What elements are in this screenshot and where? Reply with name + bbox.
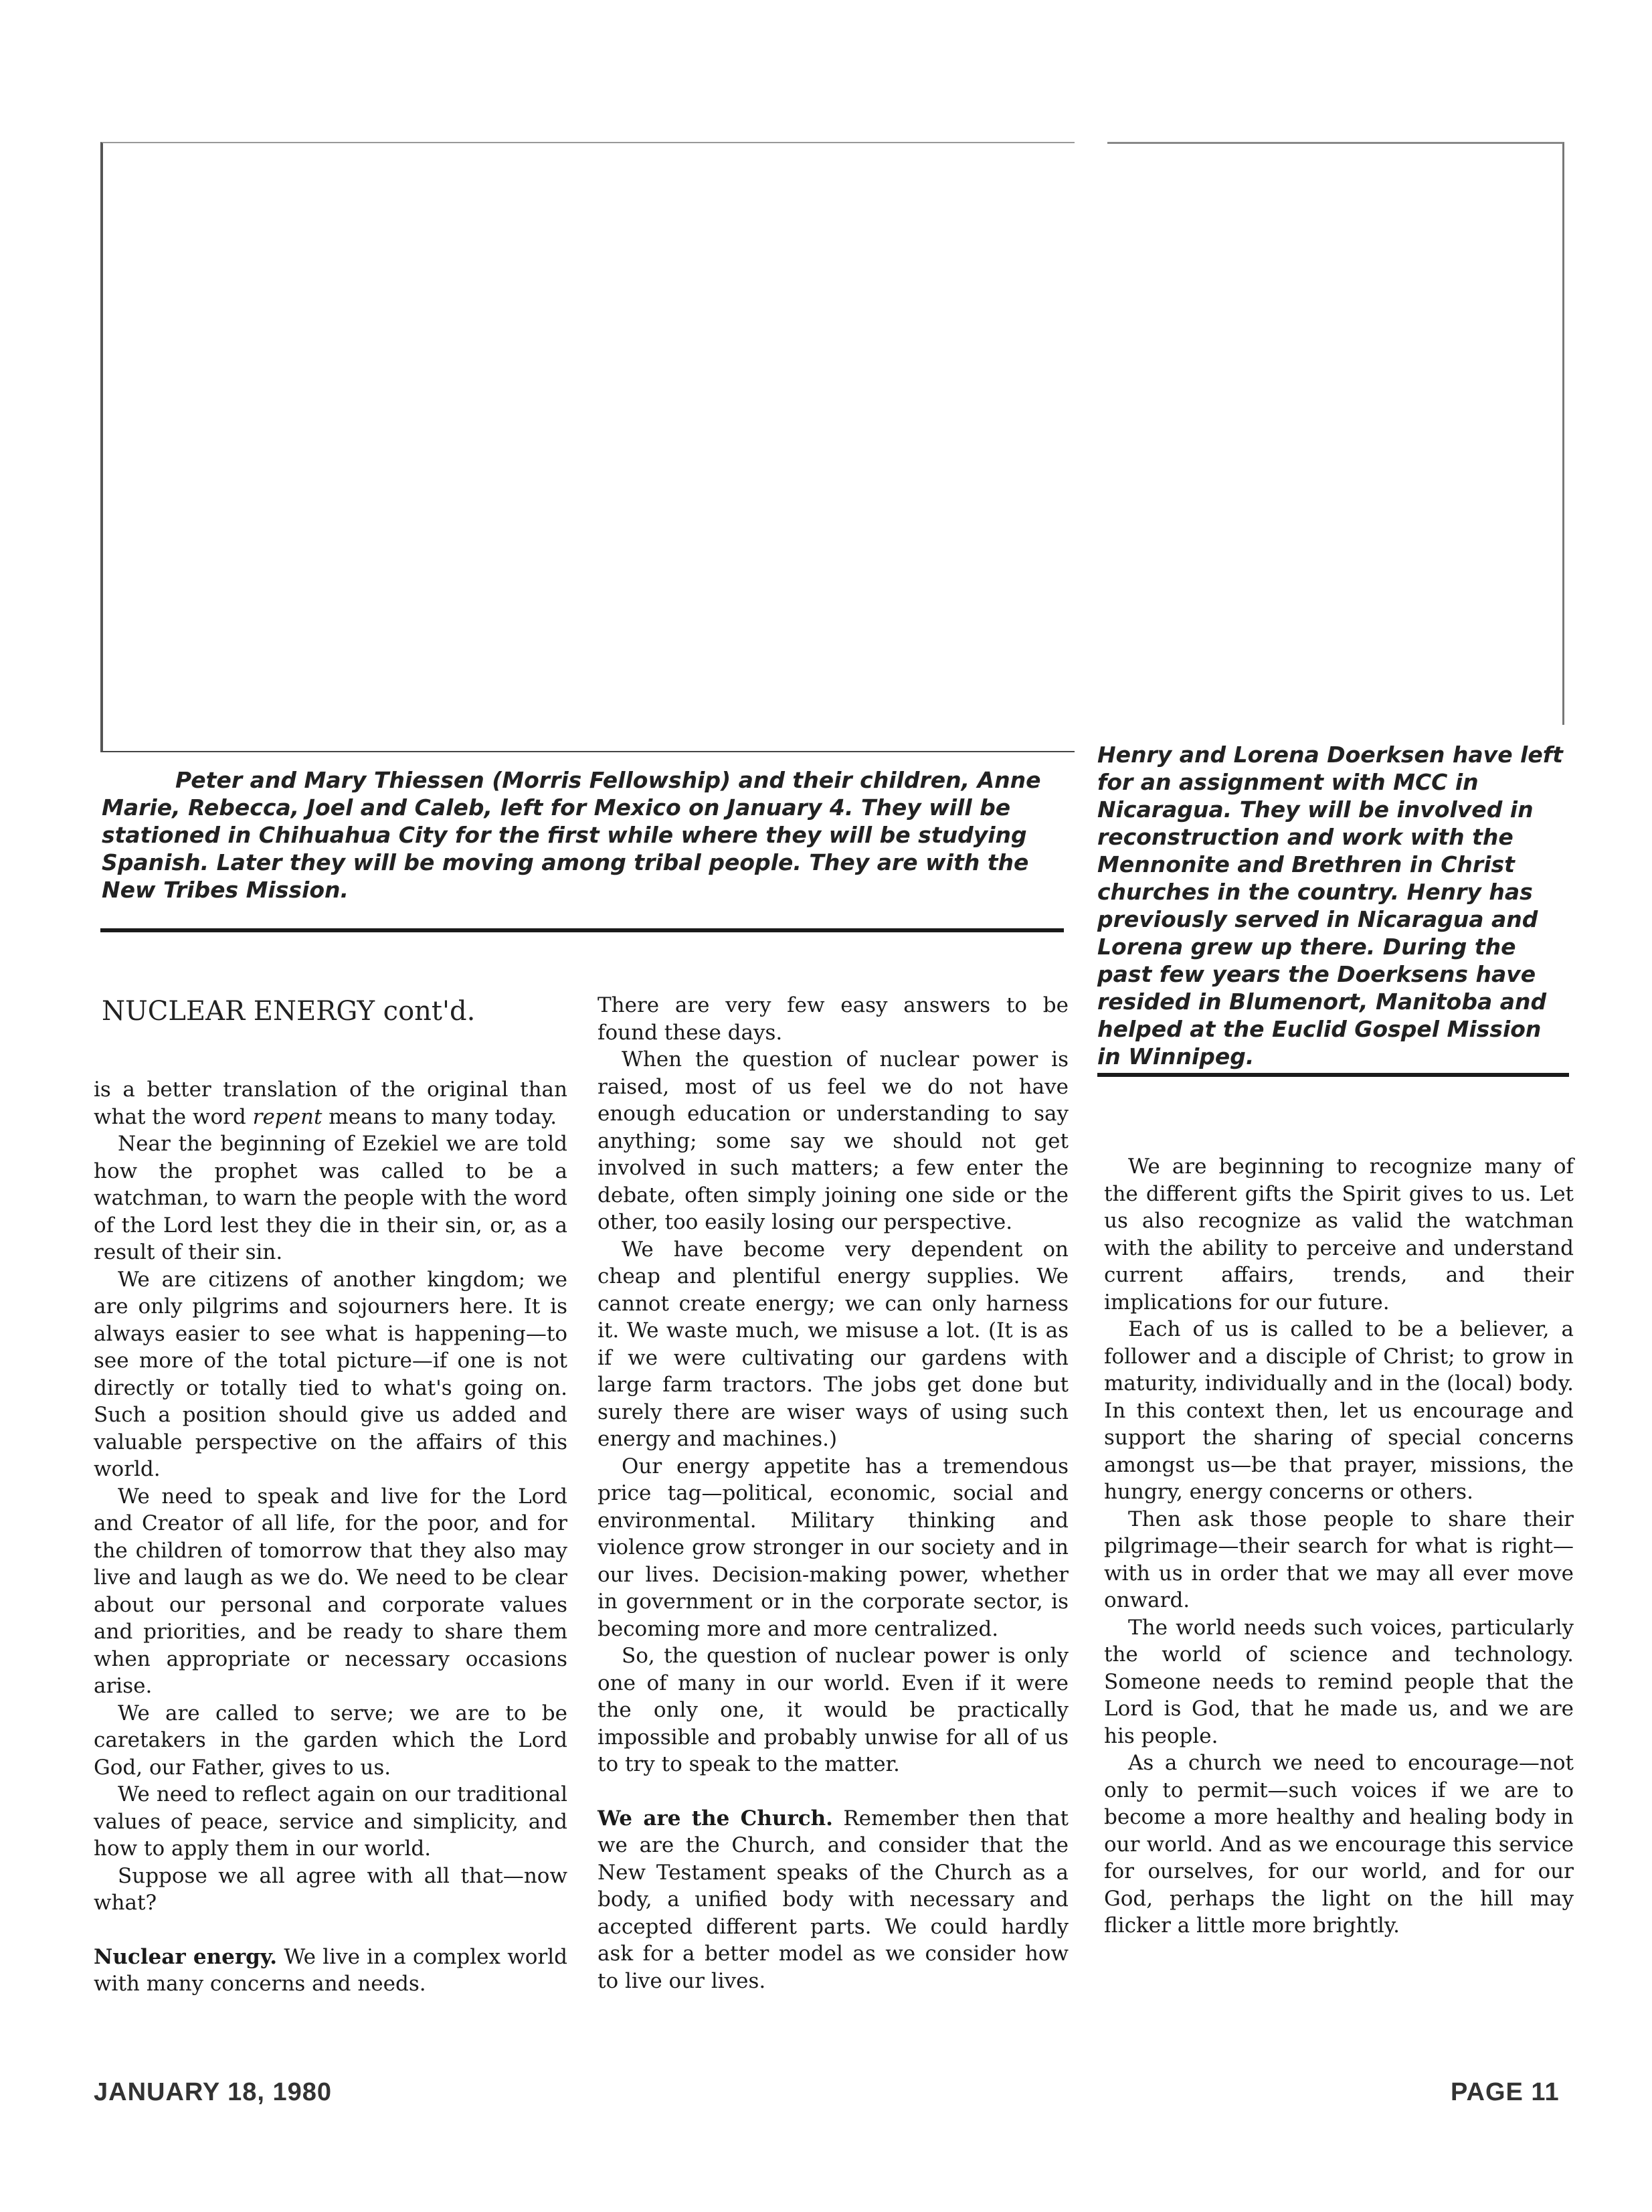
footer-page-number: PAGE 11	[1451, 2078, 1560, 2106]
paragraph: The world needs such voices, particularly the world of science and technology. Someone needs to remind people that the Lord is God, that he made us, and we are his people.	[1104, 1615, 1574, 1748]
paragraph-section-nuclear-energy: Nuclear energy. We live in a complex world with many concerns and needs.	[94, 1944, 568, 1996]
paragraph: There are very few easy answers to be found these days.	[598, 993, 1069, 1045]
section-lead: We are the Church.	[598, 1806, 833, 1831]
paragraph: Then ask those people to share their pilgrimage—their search for what is right—with us in order that we may all ever move onward.	[1104, 1507, 1574, 1612]
footer-date: JANUARY 18, 1980	[94, 2078, 333, 2106]
paragraph: Near the beginning of Ezekiel we are told how the prophet was called to be a watchman, to warn the people with the word of the Lord lest they die in their sin, or, as a result of their sin.	[94, 1132, 567, 1264]
paragraph-section-church: We are the Church. Remember then that we are the Church, and consider that the New Testament speaks of the Church as a body, a unified body with necessary and accepted different parts. We could hardly ask for a better model as we consider how to live our lives.	[598, 1806, 1069, 1993]
paragraph: Suppose we all agree with all that—now what?	[94, 1863, 567, 1915]
divider-rule	[100, 928, 1064, 932]
paragraph: So, the question of nuclear power is only one of many in our world. Even if it were the only one, it would be practically impossible and probably unwise for all of us to try to speak to the matter.	[598, 1644, 1069, 1776]
paragraph: We are citizens of another kingdom; we are only pilgrims and sojourners here. It is always easier to see what is happening—to see more of the total picture—if one is not directly or totally tied to what's going on. Such a position should give us added and valuable perspective on the affairs of this world.	[94, 1267, 567, 1481]
paragraph: is a better translation of the original than what the word repent means to many today.	[94, 1078, 567, 1129]
paragraph: We have become very dependent on cheap and plentiful energy supplies. We cannot create energy; we can only harness it. We waste much, we misuse a lot. (It is as if we were cultivating our gardens with large farm tractors. The jobs get done but surely there are wiser ways of using such energy and machines.)	[598, 1237, 1069, 1451]
section-lead: Nuclear energy.	[94, 1944, 278, 1969]
photo-caption-thiessen: Peter and Mary Thiessen (Morris Fellowship) and their children, Anne Marie, Rebecca, Joel and Caleb, left for Mexico on January 4. They will be stationed in Chihuahua City for the first while where they will be studying Spanish. Later they will be moving among tribal people. They are with the New Tribes Mission.	[102, 767, 1041, 903]
paragraph: As a church we need to encourage—not only to permit—such voices if we are to become a more healthy and healing body in our world. And as we encourage this service for ourselves, for our world, and for our God, perhaps the light on the hill may flicker a little more brightly.	[1104, 1751, 1574, 1938]
paragraph: We need to reflect again on our traditional values of peace, service and simplicity, and how to apply them in our world.	[94, 1782, 567, 1861]
photo-thiessen-family	[100, 142, 1075, 752]
article-headline: NUCLEAR ENERGY cont'd.	[102, 996, 476, 1027]
photo-caption-doerksen: Henry and Lorena Doerksen have left for an assignment with MCC in Nicaragua. They will be involved in reconstruction and work with the Mennonite and Brethren in Christ churches in the country. Henry has previously served in Nicaragua and Lorena grew up there. During the past few years the Doerksens have resided in Blumenort, Manitoba and helped at the Euclid Gospel Mission in Winnipeg.	[1097, 742, 1563, 1070]
article-column-1	[94, 1076, 567, 1998]
paragraph: Our energy appetite has a tremendous price tag—political, economic, social and environmental. Military thinking and violence grow stronger in our society and in our lives. Decision-making power, whether in government or in the corporate sector, is becoming more and more centralized.	[598, 1454, 1069, 1641]
article-column-2	[598, 992, 1069, 1994]
paragraph: When the question of nuclear power is raised, most of us feel we do not have enough education or understanding to say anything; some say we should not get involved in such matters; a few enter the debate, often simply joining one side or the other, too easily losing our perspective.	[598, 1047, 1069, 1234]
paragraph: We are beginning to recognize many of the different gifts the Spirit gives to us. Let us also recognize as valid the watchman with the ability to perceive and understand current affairs, trends, and their implications for our future.	[1104, 1155, 1574, 1314]
paragraph: We are called to serve; we are to be caretakers in the garden which the Lord God, our Father, gives to us.	[94, 1701, 567, 1780]
article-column-3	[1104, 1153, 1574, 1940]
paragraph: We need to speak and live for the Lord and Creator of all life, for the poor, and for the children of tomorrow that they also may live and laugh as we do. We need to be clear about our personal and corporate values and priorities, and be ready to share them when appropriate or necessary occasions arise.	[94, 1484, 567, 1698]
divider-rule	[1097, 1073, 1569, 1077]
photo-doerksen-couple	[1107, 142, 1564, 725]
paragraph: Each of us is called to be a believer, a follower and a disciple of Christ; to grow in maturity, individually and in the (local) body. In this context then, let us encourage and support the sharing of special concerns amongst us—be that prayer, missions, the hungry, energy concerns or others.	[1104, 1317, 1574, 1504]
